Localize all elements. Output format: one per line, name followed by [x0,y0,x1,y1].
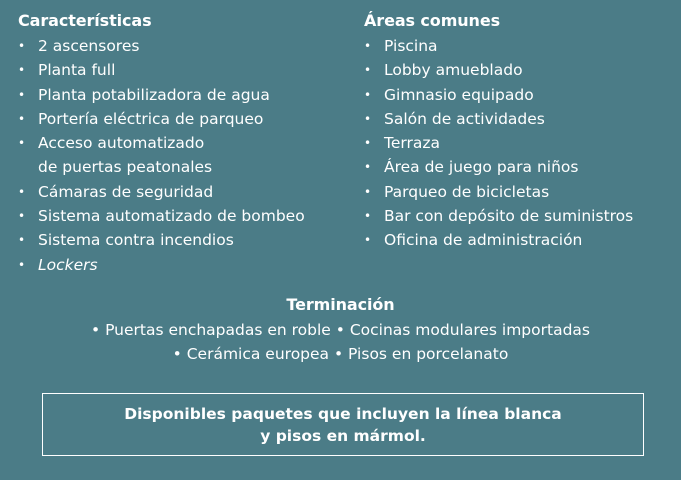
list-item [18,180,358,204]
features-section [18,10,358,277]
list-item-text: Sistema contra incendios [38,231,234,250]
list-item [18,131,358,180]
bullet-icon: • [364,87,372,102]
bullet-icon: • [18,257,26,272]
list-item-text: Sistema automatizado de bombeo [38,207,305,226]
bullet-icon: • [364,209,372,224]
bullet-icon: • [364,184,372,199]
common-areas-list [364,34,674,253]
list-item-text: Cámaras de seguridad [38,182,214,201]
list-item-text: Lobby amueblado [384,61,523,80]
list-item-text: Salón de actividades [384,109,545,128]
list-item [364,180,674,204]
bullet-icon: • [364,111,372,126]
bullet-icon: • [364,63,372,78]
list-item [18,253,358,277]
features-heading: Características [18,11,152,30]
list-item [364,83,674,107]
list-item [364,204,674,228]
bullet-icon: • [18,39,26,53]
list-item-text: Portería eléctrica de parqueo [38,109,264,128]
bullet-icon: • [364,160,372,175]
bullet-icon: • [364,39,372,53]
list-item-text: Acceso automatizado de puertas peatonales [38,134,213,177]
list-item [364,58,674,82]
common-areas-heading: Áreas comunes [364,11,501,30]
list-item-text: Bar con depósito de suministros [384,207,634,226]
list-item-text: Gimnasio equipado [384,85,534,104]
finishing-line-1: • Puertas enchapadas en roble • Cocinas modulares importadas [91,321,590,339]
list-item [18,58,358,82]
features-list [18,34,358,277]
list-item [18,34,358,58]
bullet-icon: • [18,209,26,224]
list-item [18,83,358,107]
finishing-heading: Terminación [286,295,395,314]
bullet-icon: • [18,111,26,126]
notice-box [42,393,644,456]
bullet-icon: • [18,63,26,78]
list-item [18,107,358,131]
list-item [364,155,674,179]
list-item [18,204,358,228]
list-item-text: Planta potabilizadora de agua [38,85,270,104]
list-item-text: 2 ascensores [38,37,140,55]
list-item-text: Área de juego para niños [384,158,579,177]
list-item-text: Planta full [38,61,116,80]
bullet-icon: • [18,87,26,102]
common-areas-section [364,10,674,253]
bullet-icon: • [18,233,26,248]
bullet-icon: • [364,233,372,248]
list-item [18,228,358,252]
list-item-text: Parqueo de bicicletas [384,182,550,201]
bullet-icon: • [364,136,372,151]
bullet-icon: • [18,136,26,151]
list-item-text: Lockers [38,255,98,274]
notice-text: Disponibles paquetes que incluyen la línea blanca y pisos en mármol. [124,404,562,445]
list-item-text: Terraza [384,134,440,153]
bullet-icon: • [18,184,26,199]
finishing-line-2: • Cerámica europea • Pisos en porcelanato [172,345,509,363]
list-item [364,131,674,155]
list-item-text: Oficina de administración [384,231,583,250]
list-item [364,34,674,58]
list-item [364,107,674,131]
list-item [364,228,674,252]
finishing-section [0,294,681,366]
list-item-text: Piscina [384,37,438,55]
